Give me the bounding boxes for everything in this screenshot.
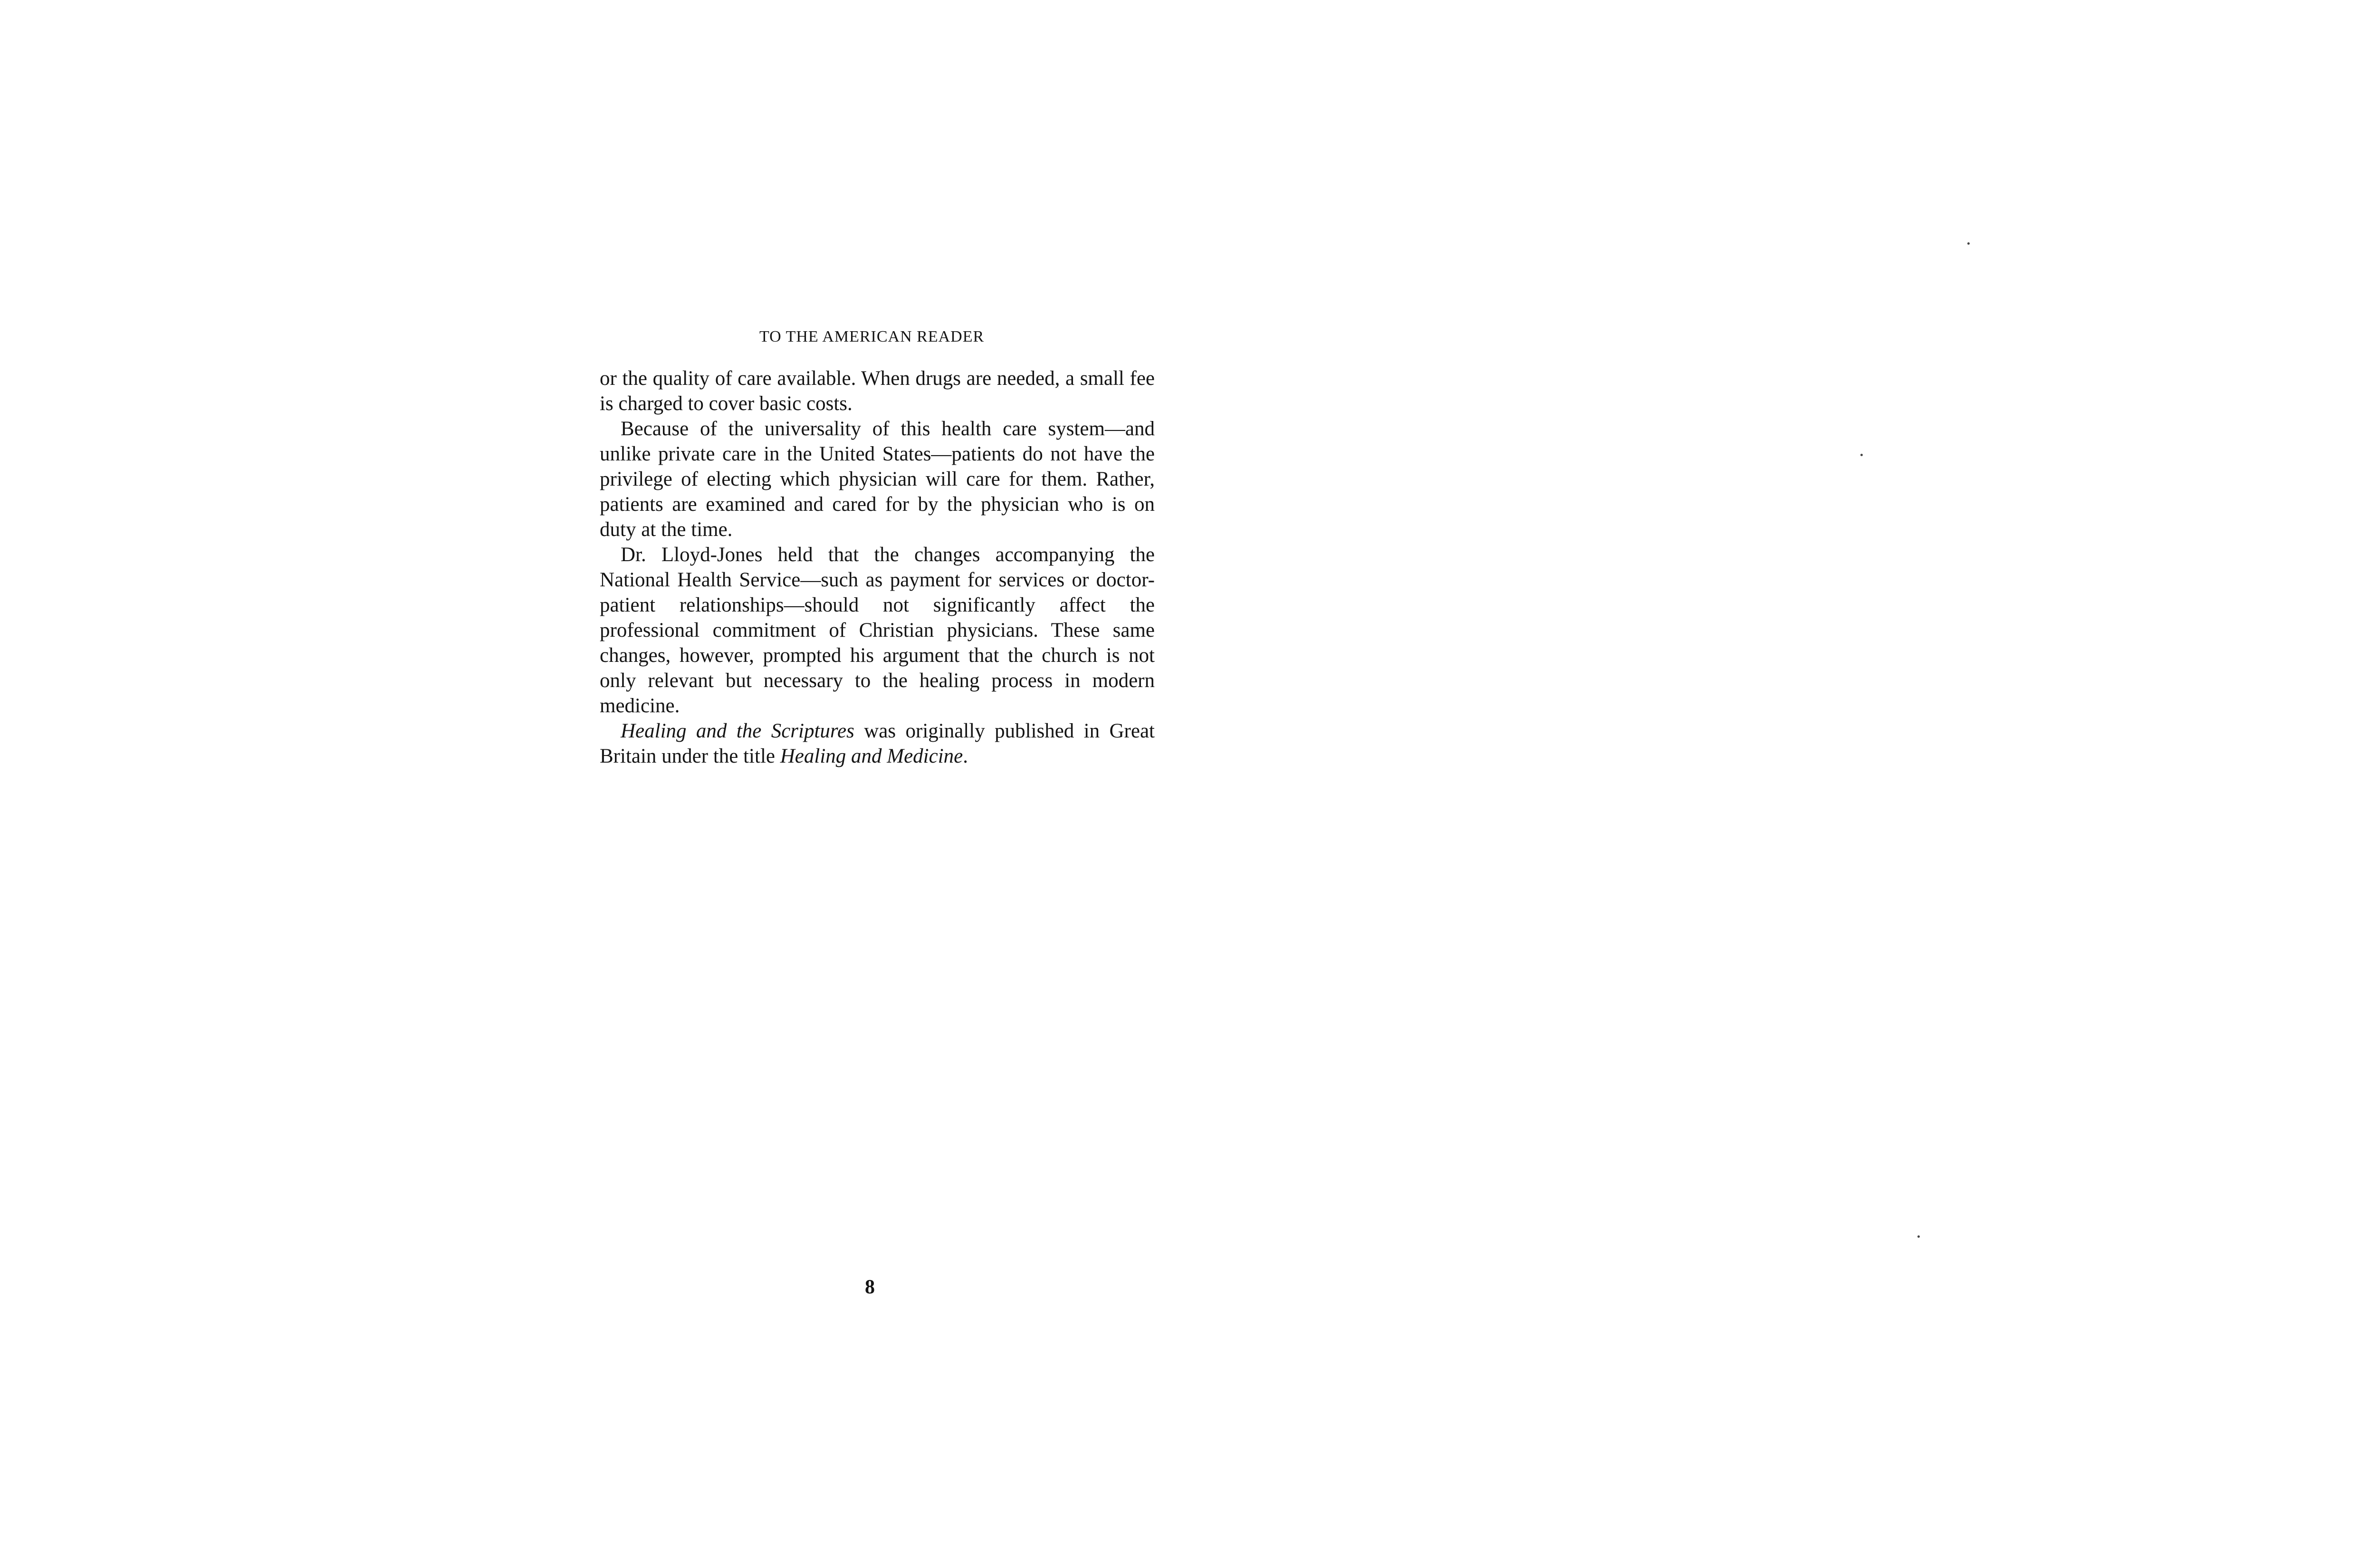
publication-note-text: was originally published in Great Britain under the title bbox=[600, 720, 1155, 767]
original-book-title: Healing and Medicine bbox=[780, 745, 963, 767]
right-page bbox=[1212, 0, 2376, 1568]
book-title: Healing and the Scriptures bbox=[621, 720, 854, 742]
scan-speck bbox=[1967, 242, 1970, 245]
page-number: 8 bbox=[865, 1276, 875, 1298]
running-head: TO THE AMERICAN READER bbox=[759, 328, 985, 345]
paragraph: Dr. Lloyd-Jones held that the changes accompanying the National Health Service—such as payment for services or doctor-patient relationships—should not significantly affect the professional commitment of Christian physicians. These same changes, however, prompted his argument that the church is not only relevant but necessary to the healing process in modern medicine. bbox=[600, 544, 1155, 717]
paragraph: or the quality of care available. When drugs are needed, a small fee is charged to cover basic costs. bbox=[600, 367, 1155, 415]
paragraph: Because of the universality of this health care system—and unlike private care in the United States—patients do not have the privilege of electing which physician will care for them. Rather, patients are examined and cared for by the physician who is on duty at the time. bbox=[600, 418, 1155, 541]
scan-speck bbox=[1860, 454, 1863, 456]
left-body-text bbox=[600, 366, 1155, 769]
publication-note-end: . bbox=[963, 745, 968, 767]
publication-note-paragraph bbox=[600, 718, 1155, 769]
scan-speck bbox=[1917, 1235, 1920, 1238]
